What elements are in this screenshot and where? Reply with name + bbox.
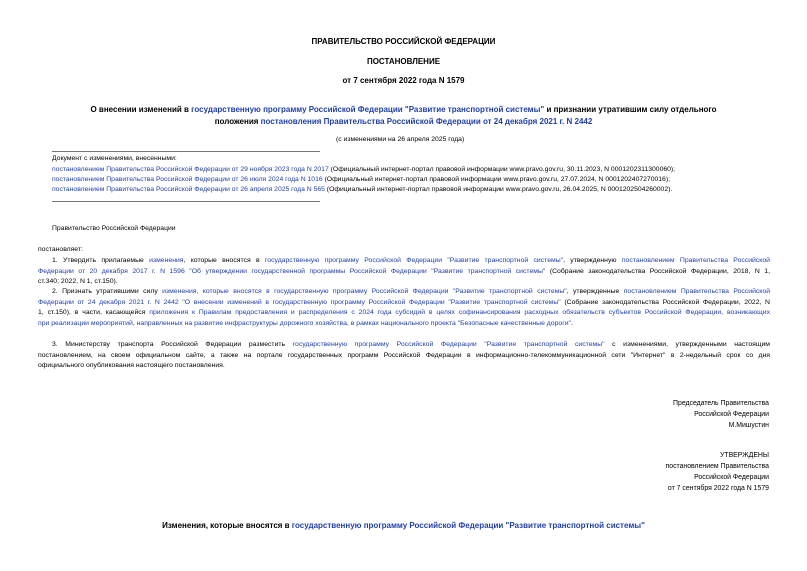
amendments-note: (с изменениями на 26 апреля 2025 года) [336,136,465,143]
paragraph-3 [38,340,770,372]
change-item-link[interactable]: постановлением Правительства Российской Федерации от 26 июля 2024 года N 1016 [52,176,323,183]
para-link[interactable]: изменения [149,257,184,264]
para-text: 1, ст.150), в части, касающейся [38,309,150,316]
paragraph-line [38,267,770,278]
title-text: и признании утратившим силу отдельного [544,105,717,114]
divider-top [52,151,320,152]
change-item-source: (Официальный интернет-портал правовой информации www.pravo.gov.ru, 30.11.2023, N 0001202311300060); [328,166,676,173]
para-text: 2. Признать утратившими силу [52,288,163,295]
para-link[interactable]: постановлением Правительства Российской [621,257,770,264]
paragraph-line: официального опубликования настоящего постановления. [38,362,225,369]
body-decrees: постановляет: [38,246,83,253]
para-text: (Собрание законодательства Российской Федерации, 2018, N 1, [545,267,770,275]
signature-org: Российской Федерации [694,411,769,418]
changes-section-title [0,521,807,530]
paragraph-2 [38,287,770,329]
approved-block [666,450,770,494]
paragraph-line: ст.340; 2022, N 1, ст.150). [38,278,118,285]
paragraph-line [38,340,770,351]
divider-bottom [52,201,320,202]
para-text: (Собрание законодательства Российской Федерации, 2022, N [560,298,770,306]
paragraph-1 [38,256,770,288]
signature-name: М.Мишустин [728,422,769,429]
approved-heading: УТВЕРЖДЕНЫ [720,452,769,459]
signature-block [673,398,769,431]
paragraph-line [38,298,770,309]
paragraph-line [38,308,770,319]
change-item-link[interactable]: постановлением Правительства Российской Федерации от 26 апреля 2025 года N 565 [52,186,325,193]
para-text: . [570,319,573,327]
para-text: , утвержденные [566,288,624,295]
para-text: 1. Утвердить прилагаемые [52,257,150,264]
approved-org: Российской Федерации [694,474,769,481]
title-decree-link[interactable]: постановления Правительства Российской Федерации от 24 декабря 2021 г. N 2442 [260,117,593,126]
document-title-line2 [0,117,807,126]
para-link[interactable]: государственную программу Российской Федерации "Развитие транспортной системы" [264,257,564,264]
paragraph-line [38,287,770,298]
paragraph-line: постановлением, на своем официальном сайте, а также на портале государственных программ Российской Федерации в информационно-телекоммуникационной сети "Интернет" в 2-недельный срок со дня [38,351,770,359]
para-link[interactable]: изменения, которые вносятся в государственную программу Российской Федерации "Развитие транспортной системы" [162,288,567,295]
signature-title: Председатель Правительства [673,400,769,407]
document-title-line1 [0,105,807,114]
change-item [52,166,675,173]
para-link[interactable]: постановлением Правительства Российской [623,288,771,295]
para-text: с изменениями, утвержденными настоящим [604,341,770,348]
change-item [52,176,670,183]
para-text: , утвержденную [563,257,622,264]
section-title-program-link[interactable]: государственную программу Российской Федерации "Развитие транспортной системы" [291,521,645,530]
change-item-source: (Официальный интернет-портал правовой информации www.pravo.gov.ru, 26.04.2025, N 0001202504260002). [324,186,673,193]
approved-by: постановлением Правительства [665,463,769,470]
para-text: , которые вносятся в [183,257,265,264]
body-government: Правительство Российской Федерации [52,225,176,232]
changes-heading: Документ с изменениями, внесенными: [52,155,177,162]
change-item [52,186,672,193]
para-link[interactable]: государственную программу Российской Федерации "Развитие транспортной системы" [292,341,605,348]
section-title-text: Изменения, которые вносятся в [162,521,292,530]
document-date-number: от 7 сентября 2022 года N 1579 [342,76,465,85]
title-text: положения [214,117,261,126]
change-item-source: (Официальный интернет-портал правовой информации www.pravo.gov.ru, 27.07.2024, N 0001202407270016); [322,176,670,183]
para-link[interactable]: Федерации от 24 декабря 2021 г. N 2442 "О внесении изменений в государственную программу Российской Федерации "Развитие транспортной системы" [38,298,561,306]
paragraph-line [38,256,770,267]
document-type: ПОСТАНОВЛЕНИЕ [366,57,441,66]
government-heading: ПРАВИТЕЛЬСТВО РОССИЙСКОЙ ФЕДЕРАЦИИ [311,37,496,46]
para-link[interactable]: Федерации от 20 декабря 2017 г. N 1596 "Об утверждении государственной программы Российской Федерации "Развитие транспортной системы" [38,267,546,275]
para-link[interactable]: при реализации мероприятий, направленных на развитие инфраструктуры дорожного хозяйства, в рамках национального проекта "Безопасные качественные дороги" [38,319,571,327]
para-text: 3. Министерству транспорта Российской Федерации разместить [52,341,293,348]
title-text: О внесении изменений в [90,105,192,114]
change-item-link[interactable]: постановлением Правительства Российской Федерации от 29 ноября 2023 года N 2017 [52,166,329,173]
title-program-link[interactable]: государственную программу Российской Федерации "Развитие транспортной системы" [191,105,545,114]
approved-date: от 7 сентября 2022 года N 1579 [667,485,769,492]
paragraph-line [38,319,770,330]
para-link[interactable]: приложения к Правилам предоставления и распределения с 2024 года субсидий в целях софинансирования расходных обязательств субъектов Российской Федерации, возникающих [149,309,770,316]
